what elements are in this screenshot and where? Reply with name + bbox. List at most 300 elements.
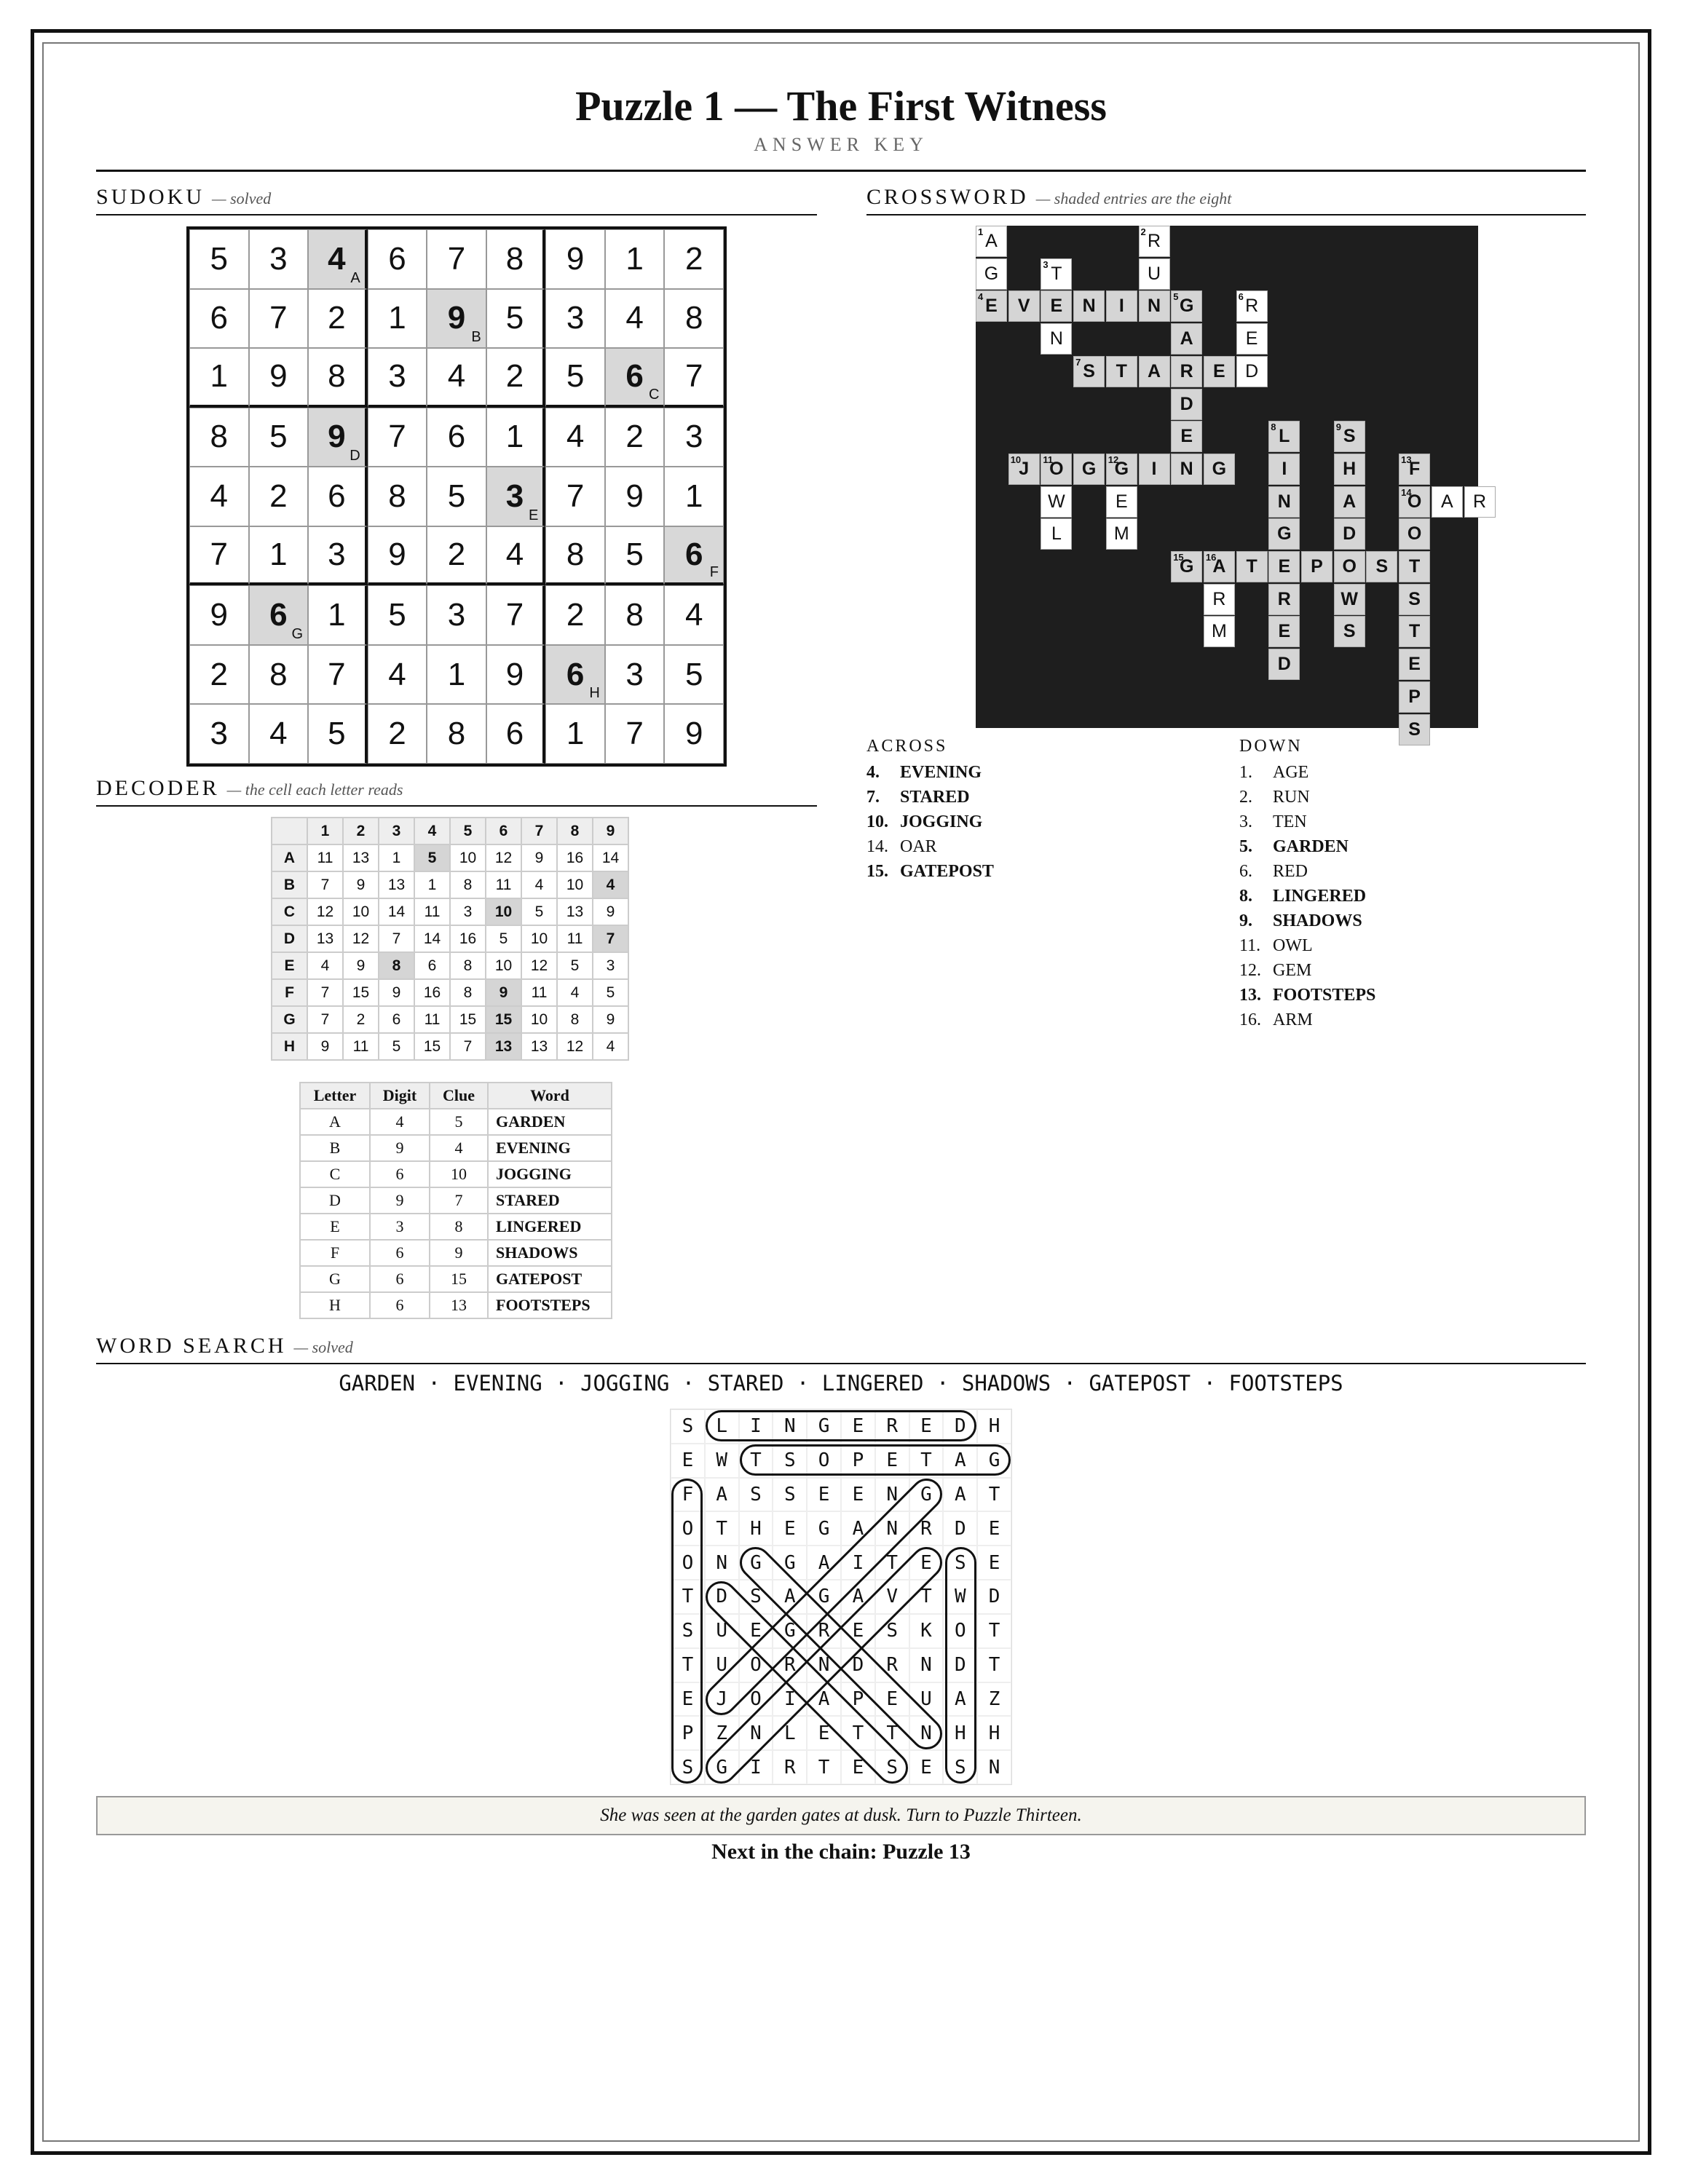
decoder-cell: 10: [450, 844, 486, 871]
crossword-cell: [1106, 486, 1137, 518]
sudoku-cell: [545, 348, 605, 408]
crossword-cell-letter: W: [1341, 588, 1358, 609]
wordsearch-letter: O: [671, 1511, 705, 1546]
sudoku-digit: 6: [566, 656, 585, 692]
crossword-cell-letter: E: [985, 296, 998, 317]
decoder-cell: 4: [593, 871, 628, 898]
crossword-cell-letter: N: [1277, 491, 1291, 512]
crossword-cell-number: 1: [978, 226, 984, 237]
key-cell: 4: [370, 1109, 430, 1135]
crossword-cell: [1204, 584, 1235, 615]
wordsearch-letter: A: [773, 1580, 807, 1614]
sudoku-cell: [308, 645, 368, 705]
wordsearch-letter: N: [705, 1546, 739, 1580]
decoder-cell: 5: [414, 844, 450, 871]
key-cell: 6: [370, 1161, 430, 1187]
sudoku-digit: 4: [684, 597, 703, 633]
decoder-row: [272, 979, 628, 1006]
decoder-cell: 10: [521, 1006, 557, 1033]
crossword-cell: [1268, 616, 1300, 647]
wordsearch-letter: H: [977, 1409, 1011, 1444]
decoder-cell: 13: [557, 898, 593, 925]
crossword-cell: [1334, 518, 1365, 550]
key-cell: D: [300, 1187, 370, 1214]
sudoku-digit: 5: [210, 240, 229, 277]
sudoku-digit: 4: [447, 358, 466, 395]
crossword-cell-letter: O: [1407, 523, 1422, 545]
key-cell: C: [300, 1161, 370, 1187]
crossword-cell-letter: G: [1114, 458, 1129, 479]
crossword-cell-letter: U: [1147, 263, 1161, 284]
wordsearch-letter: T: [977, 1478, 1011, 1512]
decoder-cell: 9: [343, 871, 379, 898]
crossword-cell-letter: P: [1311, 556, 1323, 577]
across-heading: ACROSS: [866, 737, 948, 756]
wordsearch-letter: G: [807, 1409, 841, 1444]
wordsearch-letter: Z: [705, 1716, 739, 1750]
crossword-cell: [1432, 486, 1463, 518]
sudoku-cell: [308, 526, 368, 586]
sudoku-heading-note: — solved: [212, 189, 272, 207]
decoder-cell: 6: [379, 1006, 414, 1033]
sudoku-digit: 1: [210, 358, 229, 395]
decoder-row-label: E: [272, 952, 307, 979]
crossword-cell: [1073, 454, 1105, 485]
crossword-cell: [1399, 681, 1430, 713]
crossword-cell: [1106, 290, 1137, 322]
wordsearch-heading: [96, 1334, 1586, 1364]
wordsearch-letter: S: [671, 1750, 705, 1784]
decoder-cell: 4: [521, 871, 557, 898]
decoder-cell: 9: [521, 844, 557, 871]
wordsearch-letter: U: [705, 1648, 739, 1682]
wordsearch-letter: S: [671, 1614, 705, 1648]
crossword-cell-number: 4: [978, 291, 984, 303]
sudoku-cell-tag: C: [648, 386, 660, 403]
crossword-cell: [1041, 518, 1072, 550]
crossword-cell-letter: A: [985, 231, 998, 251]
crossword-cell: [1008, 290, 1040, 322]
crossword-cell-number: 5: [1173, 291, 1179, 303]
crossword-cell-number: 15: [1173, 552, 1184, 563]
wordsearch-letter: N: [977, 1750, 1011, 1784]
clue-number: 9.: [1239, 911, 1252, 930]
wordsearch-letter: A: [841, 1580, 875, 1614]
decoder-heading-label: DECODER: [96, 776, 220, 800]
wordsearch-letter: S: [943, 1546, 977, 1580]
decoder-row-label: F: [272, 979, 307, 1006]
crossword-cell: [1073, 356, 1105, 387]
sudoku-cell: [249, 645, 309, 705]
crossword-cell: [1334, 486, 1365, 518]
key-cell: 9: [430, 1240, 488, 1266]
key-cell: 3: [370, 1214, 430, 1240]
crossword-cell: [1171, 356, 1202, 387]
sudoku-cell-tag: A: [350, 269, 360, 286]
decoder-row: [272, 871, 628, 898]
crossword-cell-letter: G: [984, 263, 999, 284]
sudoku-digit: 9: [684, 716, 703, 752]
decoder-col-header: 5: [450, 818, 486, 844]
crossword-cell-number: 8: [1271, 422, 1276, 433]
sudoku-cell: [249, 229, 309, 289]
crossword-cell-letter: O: [1407, 491, 1422, 512]
decoder-cell: 15: [450, 1006, 486, 1033]
sudoku-cell-tag: F: [709, 564, 719, 581]
wordsearch-letter: Z: [977, 1682, 1011, 1717]
sudoku-cell: [545, 704, 605, 764]
sudoku-digit: 1: [328, 597, 346, 633]
crossword-cell-letter: P: [1408, 686, 1421, 707]
wordsearch-letter: A: [943, 1682, 977, 1717]
sudoku-digit: 9: [447, 300, 466, 336]
sudoku-digit: 7: [269, 300, 288, 336]
clue-answer: ARM: [1273, 1010, 1313, 1029]
decoder-row-label: G: [272, 1006, 307, 1033]
wordsearch-letter: T: [705, 1511, 739, 1546]
crossword-cell-number: 3: [1043, 258, 1049, 270]
decoder-row: [272, 925, 628, 952]
decoder-cell: 9: [593, 1006, 628, 1033]
sudoku-digit: 2: [505, 358, 524, 395]
crossword-cell-letter: E: [1213, 360, 1225, 381]
key-cell: GARDEN: [488, 1109, 612, 1135]
crossword-cell: [1236, 290, 1268, 322]
clue-number: 13.: [1239, 986, 1261, 1005]
decoder-cell: 3: [593, 952, 628, 979]
decoder-cell: 5: [379, 1033, 414, 1060]
sudoku-cell: [605, 645, 665, 705]
wordsearch-letter: E: [807, 1716, 841, 1750]
key-cell: 8: [430, 1214, 488, 1240]
wordsearch-letter: G: [773, 1614, 807, 1648]
crossword-cell: [1464, 486, 1496, 518]
clue-answer: AGE: [1273, 763, 1309, 782]
sudoku-cell: [368, 704, 427, 764]
decoder-cell: 13: [486, 1033, 521, 1060]
crossword-heading: [866, 185, 1586, 215]
crossword-cell-letter: O: [1049, 458, 1064, 479]
decoder-row: [272, 1033, 628, 1060]
decoder-cell: 8: [450, 871, 486, 898]
decoder-cell: 10: [343, 898, 379, 925]
sudoku-cell: [189, 229, 249, 289]
crossword-cell-number: 12: [1107, 454, 1119, 465]
crossword-cell: [1041, 290, 1072, 322]
crossword-cell-letter: L: [1279, 426, 1290, 447]
decoder-cell: 11: [521, 979, 557, 1006]
sudoku-cell: [189, 408, 249, 467]
crossword-cell: [1399, 714, 1430, 745]
sudoku-digit: 6: [388, 240, 406, 277]
crossword-cell: [976, 290, 1007, 322]
key-cell: SHADOWS: [488, 1240, 612, 1266]
key-header: Digit: [370, 1083, 430, 1109]
found-word-loop: [947, 1548, 976, 1783]
wordsearch-letter: T: [977, 1614, 1011, 1648]
key-cell: 9: [370, 1135, 430, 1161]
clue-number: 11.: [1239, 936, 1261, 955]
decoder-cell: 1: [379, 844, 414, 871]
sudoku-digit: 8: [269, 656, 288, 692]
key-cell: 5: [430, 1109, 488, 1135]
crossword-cell: [1236, 323, 1268, 355]
decoder-cell: 16: [557, 844, 593, 871]
sudoku-cell: [486, 289, 546, 349]
sudoku-cell: [189, 289, 249, 349]
wordsearch-letter: O: [671, 1546, 705, 1580]
sudoku-digit: 7: [684, 358, 703, 395]
sudoku-digit: 9: [210, 597, 229, 633]
crossword-cell-letter: N: [1049, 328, 1063, 349]
decoder-row: [272, 844, 628, 871]
decoder-cell: 11: [486, 871, 521, 898]
decoder-row-label: D: [272, 925, 307, 952]
down-heading: DOWN: [1239, 737, 1303, 756]
sudoku-digit: 4: [269, 716, 288, 752]
sudoku-digit: 9: [566, 240, 585, 277]
key-cell: B: [300, 1135, 370, 1161]
crossword-cell-number: 2: [1140, 226, 1146, 237]
crossword-cell-number: 6: [1238, 291, 1244, 303]
crossword-cell: [1204, 551, 1235, 582]
sudoku-heading: [96, 185, 817, 215]
crossword-grid: [976, 226, 1487, 740]
crossword-cell: [1204, 454, 1235, 485]
sudoku-cell: [368, 585, 427, 645]
decoder-row: [272, 898, 628, 925]
crossword-cell-letter: V: [1017, 296, 1030, 317]
wordsearch-letter: K: [909, 1614, 944, 1648]
key-row: [300, 1187, 612, 1214]
crossword-cell: [1106, 356, 1137, 387]
crossword-cell: [1268, 649, 1300, 680]
wordsearch-letter: G: [977, 1444, 1011, 1478]
decoder-cell: 5: [593, 979, 628, 1006]
crossword-cell: [1041, 323, 1072, 355]
crossword-cell: [1171, 323, 1202, 355]
wordsearch-letter: D: [841, 1648, 875, 1682]
down-clue-list: [1239, 760, 1375, 1032]
clue-answer: OAR: [900, 837, 937, 856]
crossword-cell-letter: G: [1081, 458, 1097, 479]
key-cell: 9: [370, 1187, 430, 1214]
sudoku-digit: 2: [566, 597, 585, 633]
clue-answer: GARDEN: [1273, 837, 1349, 856]
decoder-row-label: H: [272, 1033, 307, 1060]
sudoku-digit: 3: [447, 597, 466, 633]
sudoku-cell: [368, 408, 427, 467]
key-row: [300, 1214, 612, 1240]
wordsearch-letter: E: [909, 1546, 944, 1580]
crossword-cell-letter: T: [1116, 360, 1127, 381]
sudoku-cell: [368, 348, 427, 408]
sudoku-digit: 4: [566, 419, 585, 455]
sudoku-digit: 5: [566, 358, 585, 395]
crossword-cell-number: 9: [1335, 422, 1341, 433]
decoder-corner: [272, 818, 307, 844]
sudoku-cell: [486, 645, 546, 705]
crossword-cell: [1171, 290, 1202, 322]
crossword-cell: [1268, 518, 1300, 550]
hidden-message: She was seen at the garden gates at dusk. Turn to Puzzle Thirteen.: [96, 1796, 1586, 1835]
key-row: [300, 1135, 612, 1161]
decoder-cell: 15: [486, 1006, 521, 1033]
decoder-cell: 9: [343, 952, 379, 979]
decoder-row-label: A: [272, 844, 307, 871]
clue-number: 1.: [1239, 763, 1252, 782]
sudoku-cell: [486, 348, 546, 408]
decoder-cell: 12: [343, 925, 379, 952]
key-cell: FOOTSTEPS: [488, 1292, 612, 1318]
crossword-cell-letter: T: [1408, 556, 1421, 577]
clue-number: 4.: [866, 763, 880, 782]
sudoku-cell: [664, 348, 724, 408]
sudoku-cell: [605, 408, 665, 467]
clue-number: 7.: [866, 788, 880, 807]
sudoku-cell-tag: G: [291, 625, 304, 642]
sudoku-cell: [189, 526, 249, 586]
sudoku-cell: [189, 585, 249, 645]
clue-number: 6.: [1239, 862, 1252, 881]
wordsearch-letter: U: [705, 1614, 739, 1648]
crossword-cell: [1171, 389, 1202, 420]
sudoku-digit: 3: [328, 537, 346, 573]
key-header: Word: [488, 1083, 612, 1109]
decoder-cell: 4: [593, 1033, 628, 1060]
decoder-cell: 13: [307, 925, 343, 952]
crossword-cell-number: 7: [1075, 356, 1081, 368]
decoder-cell: 13: [343, 844, 379, 871]
sudoku-cell: [486, 408, 546, 467]
decoder-cell: 10: [486, 898, 521, 925]
crossword-cell-letter: M: [1113, 523, 1129, 545]
sudoku-digit: 2: [388, 716, 406, 752]
crossword-cell: [1399, 518, 1430, 550]
sudoku-cell: [368, 289, 427, 349]
decoder-row: [272, 952, 628, 979]
wordsearch-letter: A: [705, 1478, 739, 1512]
sudoku-digit: 1: [625, 240, 644, 277]
wordsearch-letter: E: [841, 1614, 875, 1648]
wordsearch-heading-note: — solved: [293, 1338, 353, 1356]
found-word-loop: [741, 1446, 1010, 1475]
wordsearch-found-loops: [670, 1409, 1012, 1785]
sudoku-digit: 3: [505, 478, 524, 514]
wordsearch-letter: S: [875, 1614, 909, 1648]
crossword-cell: [1171, 551, 1202, 582]
decoder-cell: 9: [307, 1033, 343, 1060]
sudoku-digit: 3: [684, 419, 703, 455]
sudoku-digit: 5: [625, 537, 644, 573]
crossword-cell: [1139, 356, 1170, 387]
sudoku-digit: 4: [210, 478, 229, 514]
sudoku-cell: [664, 704, 724, 764]
crossword-cell-letter: D: [1343, 523, 1357, 545]
crossword-cell-letter: I: [1282, 458, 1287, 479]
decoder-cell: 14: [414, 925, 450, 952]
wordsearch-letter: L: [773, 1716, 807, 1750]
crossword-cell: [1268, 421, 1300, 452]
wordsearch-word-list: GARDEN · EVENING · JOGGING · STARED · LINGERED · SHADOWS · GATEPOST · FOOTSTEPS: [339, 1371, 1343, 1396]
clue-answer: OWL: [1273, 936, 1313, 955]
sudoku-cell: [486, 526, 546, 586]
wordsearch-letter: E: [671, 1682, 705, 1717]
clue-answer: LINGERED: [1273, 887, 1367, 906]
sudoku-digit: 4: [328, 240, 346, 277]
clue-number: 16.: [1239, 1010, 1261, 1029]
crossword-cell-letter: A: [1147, 360, 1161, 381]
wordsearch-letter: G: [705, 1750, 739, 1784]
crossword-cell-letter: F: [1408, 458, 1421, 479]
sudoku-cell: [249, 348, 309, 408]
wordsearch-letter: T: [807, 1750, 841, 1784]
wordsearch-letter: W: [705, 1444, 739, 1478]
wordsearch-letter: H: [977, 1716, 1011, 1750]
crossword-cell-letter: S: [1343, 426, 1356, 447]
key-cell: 6: [370, 1240, 430, 1266]
crossword-cell: [1399, 486, 1430, 518]
sudoku-cell: [486, 229, 546, 289]
decoder-cell: 11: [414, 898, 450, 925]
sudoku-cell: [249, 408, 309, 467]
decoder-cell: 12: [307, 898, 343, 925]
sudoku-digit: 8: [447, 716, 466, 752]
crossword-cell: [1106, 454, 1137, 485]
decoder-table: [271, 817, 629, 1061]
across-clue: [866, 760, 994, 785]
wordsearch-letter: E: [739, 1614, 773, 1648]
wordsearch-heading-label: WORD SEARCH: [96, 1334, 287, 1358]
sudoku-digit: 1: [566, 716, 585, 752]
wordsearch-letter: H: [739, 1511, 773, 1546]
crossword-cell-letter: N: [1082, 296, 1096, 317]
sudoku-digit: 2: [269, 478, 288, 514]
sudoku-digit: 1: [388, 300, 406, 336]
crossword-cell-letter: M: [1211, 621, 1227, 642]
sudoku-cell: [605, 526, 665, 586]
crossword-cell-letter: E: [1408, 654, 1421, 675]
decoder-cell: 16: [414, 979, 450, 1006]
sudoku-digit: 8: [684, 300, 703, 336]
crossword-cell: [1204, 616, 1235, 647]
wordsearch-letter: N: [807, 1648, 841, 1682]
down-clue: [1239, 834, 1375, 859]
decoder-cell: 12: [486, 844, 521, 871]
wordsearch-letter: A: [807, 1546, 841, 1580]
sudoku-cell: [664, 408, 724, 467]
sudoku-digit: 9: [625, 478, 644, 514]
crossword-cell: [1399, 584, 1430, 615]
key-cell: 10: [430, 1161, 488, 1187]
sudoku-cell: [189, 348, 249, 408]
crossword-cell-letter: R: [1212, 588, 1226, 609]
sudoku-cell: [427, 526, 486, 586]
sudoku-digit: 7: [388, 419, 406, 455]
wordsearch-letter: T: [977, 1648, 1011, 1682]
sudoku-digit: 4: [505, 537, 524, 573]
crossword-cell-letter: R: [1472, 491, 1487, 512]
wordsearch-letter: J: [705, 1682, 739, 1717]
sudoku-cell: [368, 229, 427, 289]
decoder-cell: 7: [307, 1006, 343, 1033]
sudoku-digit: 6: [684, 537, 703, 573]
crossword-heading-label: CROSSWORD: [866, 185, 1029, 209]
crossword-cell: [1301, 551, 1332, 582]
key-cell: GATEPOST: [488, 1266, 612, 1292]
sudoku-cell: [308, 704, 368, 764]
crossword-cell-letter: T: [1051, 263, 1062, 284]
